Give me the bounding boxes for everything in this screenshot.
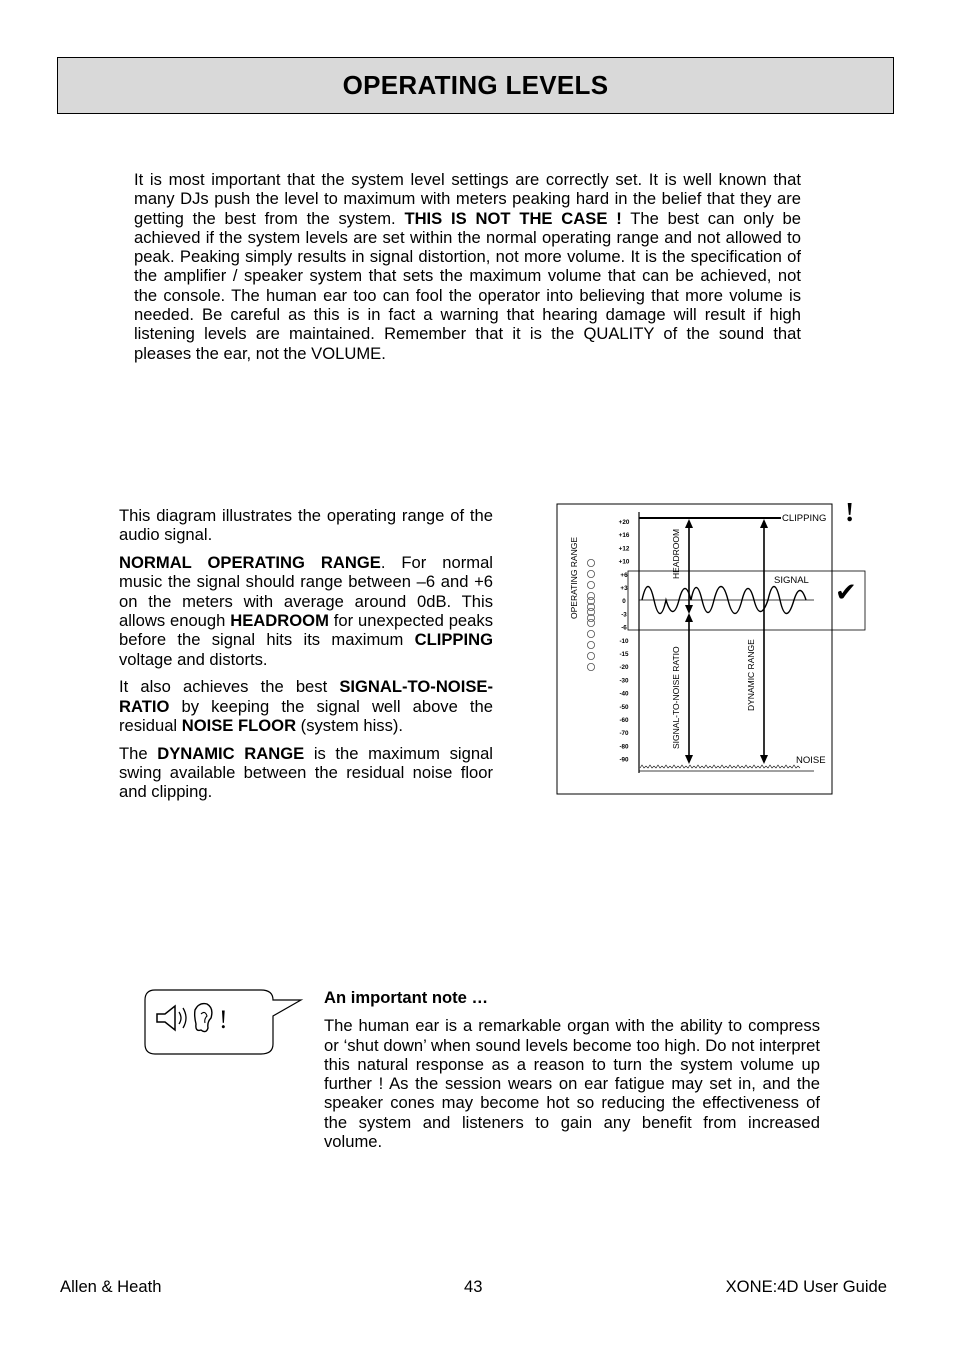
- scale-label: +12: [618, 545, 630, 553]
- scale-label: +16: [618, 532, 630, 540]
- scale-label: 0: [622, 598, 626, 606]
- text: The: [119, 743, 158, 763]
- diagram-frame: [557, 504, 832, 794]
- intro-text-1: It is most important that the system level settings are correctly set. It is well known that many DJs push the level to maximum with meters peaking hard in the belief that they are getting the best from the system.: [134, 170, 801, 228]
- normal-range-paragraph: [119, 553, 493, 669]
- term-snr: SIGNAL-TO-NOISE-RATIO: [119, 677, 493, 716]
- dynamic-range-arrow-top: [760, 519, 768, 528]
- text: for unexpected peaks before the signal hits its maximum: [119, 610, 493, 650]
- snr-arrow-top: [685, 613, 693, 622]
- signal-label: SIGNAL: [774, 575, 809, 586]
- snr-label: SIGNAL-TO-NOISE RATIO: [671, 646, 681, 749]
- led: [587, 570, 594, 577]
- scale-label: -50: [619, 703, 629, 711]
- scale-label: -30: [619, 677, 629, 685]
- meter-scale: [619, 519, 630, 764]
- term-clipping: CLIPPING: [414, 630, 493, 650]
- operating-range-label: OPERATING RANGE: [569, 536, 579, 619]
- snr-arrow-bottom: [685, 755, 693, 764]
- led: [587, 581, 594, 588]
- scale-label: -20: [619, 664, 629, 672]
- noise-floor: [640, 765, 800, 768]
- scale-label: -10: [619, 637, 629, 645]
- scale-label: +10: [618, 558, 630, 566]
- scale-label: -70: [619, 730, 629, 738]
- text: is the maximum signal swing available between the residual noise floor and clipping.: [119, 743, 493, 802]
- term-dynamic-range: DYNAMIC RANGE: [157, 743, 305, 763]
- headroom-label: HEADROOM: [671, 528, 681, 579]
- led: [587, 641, 594, 648]
- dynamic-range-paragraph: [119, 744, 493, 802]
- diagram-explanation: [119, 506, 493, 810]
- title-bar: [57, 57, 894, 114]
- snr-paragraph: [119, 677, 493, 735]
- text: . For normal music the signal should range between –6 and +6 on the meters with average around 0dB. This allows enough: [119, 553, 493, 630]
- footer-right: XONE:4D User Guide: [725, 1277, 887, 1296]
- scale-label: +20: [618, 519, 630, 526]
- text: by keeping the signal well above the residual: [119, 696, 493, 735]
- note-body: The human ear is a remarkable organ with the ability to compress or ‘shut down’ when sound levels become too high. Do not interpret this natural response as a reason to turn the system volume up further ! As the session wears on ear fatigue may set in, and the speaker cones may become hot so reducing the effectiveness of the system and listeners to gain any benefit from increased volume.: [324, 1016, 820, 1152]
- led: [587, 559, 594, 566]
- operating-range-diagram: [556, 503, 868, 797]
- text: (system hiss).: [296, 715, 404, 735]
- term-headroom: HEADROOM: [230, 610, 329, 630]
- signal-box: [628, 571, 865, 630]
- text: It also achieves the best: [119, 677, 340, 697]
- scale-label: +3: [620, 585, 628, 592]
- intro-warning: THIS IS NOT THE CASE !: [404, 208, 622, 228]
- page-title: OPERATING LEVELS: [342, 70, 609, 100]
- important-note: [324, 988, 820, 1160]
- scale-label: -80: [619, 743, 629, 751]
- bubble-exclamation-icon: !: [219, 1005, 228, 1034]
- page-number: 43: [464, 1277, 483, 1296]
- footer-left: Allen & Heath: [60, 1277, 162, 1296]
- scale-label: -90: [619, 756, 629, 764]
- note-heading: [324, 988, 820, 1007]
- note-heading-text: An important note …: [324, 988, 489, 1007]
- intro-paragraph: [134, 170, 801, 363]
- led: [587, 630, 594, 637]
- term-normal-operating-range: NORMAL OPERATING RANGE: [119, 553, 381, 573]
- term-noise-floor: NOISE FLOOR: [181, 715, 297, 735]
- dynamic-range-arrow-bottom: [760, 755, 768, 764]
- meter-leds: [587, 559, 594, 670]
- dynamic-range-label: DYNAMIC RANGE: [746, 639, 756, 711]
- scale-label: -40: [619, 690, 629, 698]
- noise-label: NOISE: [796, 755, 826, 766]
- scale-label: +6: [620, 571, 628, 579]
- diagram-intro: This diagram illustrates the operating range of the audio signal.: [119, 506, 493, 545]
- scale-label: -60: [619, 717, 629, 724]
- speech-bubble: [143, 988, 308, 1058]
- text: voltage and distorts.: [119, 649, 268, 669]
- headroom-arrow-top: [685, 519, 693, 528]
- check-icon: ✔: [835, 578, 857, 608]
- led: [587, 619, 594, 626]
- led: [587, 652, 594, 659]
- intro-text-2: The best can only be achieved if the system levels are set within the normal operating range and not allowed to peak. Peaking simply results in signal distortion, not more volume. It is the specification of the amplifier / speaker system that sets the maximum volume that can be achieved, not the console. The human ear too can fool the operator into believing that more volume is needed. Be careful as this is in fact a warning that hearing damage will result if high listening levels are maintained. Remember that it is the QUALITY of the sound that pleases the ear, not the VOLUME.: [134, 208, 801, 363]
- clipping-label: CLIPPING: [782, 513, 827, 524]
- scale-label: -3: [621, 611, 627, 619]
- headroom-arrow-bottom: [685, 605, 693, 614]
- scale-label: -6: [621, 624, 627, 632]
- exclamation-icon: !: [845, 503, 855, 528]
- led: [587, 663, 594, 670]
- scale-label: -15: [619, 651, 629, 658]
